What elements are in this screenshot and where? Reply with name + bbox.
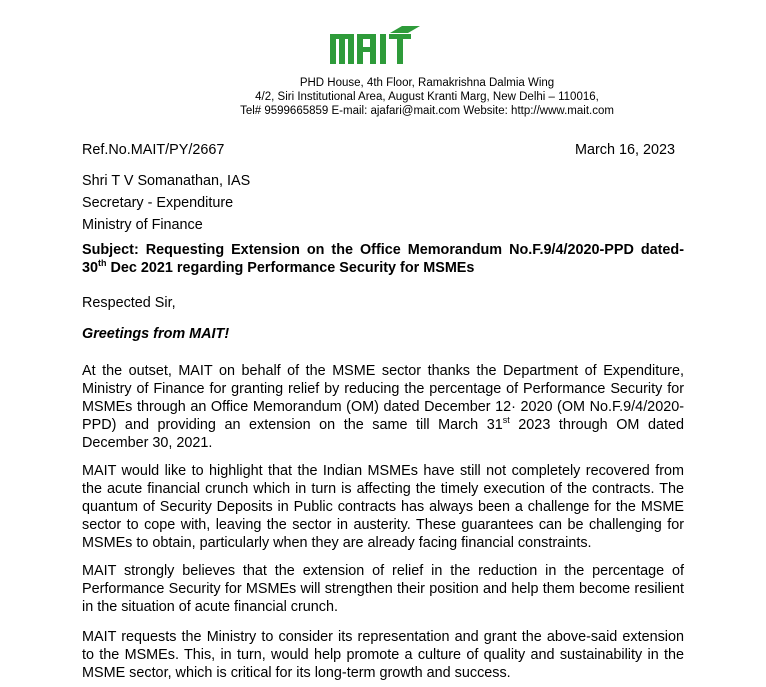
paragraph-1: At the outset, MAIT on behalf of the MSME sector thanks the Department of Expenditure, Ministry of Finance for granting relief by reducing the percentage of Performance Security for MSMEs through an Office Memorandum (OM) dated December 12· 2020 (OM No.F.9/4/2020- PPD) and providing an extension on the same till March 31st 2023 through OM dated December 30, 2021.	[82, 363, 684, 451]
paragraph-3: MAIT strongly believes that the extension of relief in the reduction in the percentage of Performance Security for MSMEs will strengthen their position and help them become resilient in the situation of acute financial crunch.	[82, 563, 684, 615]
letterhead-contact-line: Tel# 9599665859 E-mail: ajafari@mait.com Website: http://www.mait.com	[240, 105, 614, 117]
recipient-address	[82, 170, 684, 236]
reference-number: Ref.No.MAIT/PY/2667	[82, 142, 225, 158]
letterhead-address-line1: PHD House, 4th Floor, Ramakrishna Dalmia Wing	[299, 77, 555, 89]
paragraph-2: MAIT would like to highlight that the Indian MSMEs have still not completely recovered from the acute financial crunch which in turn is affecting the timely execution of the contracts. The quantum of Security Deposits in Public contracts has always been a challenge for the MSME sector to cope with, leaving the sector in austerity. These guarantees can be challenging for MSMEs to obtain, particularly when they are already facing financial constraints.	[82, 463, 684, 551]
mait-logo	[330, 26, 420, 64]
greeting: Greetings from MAIT!	[82, 326, 230, 342]
letter-date: March 16, 2023	[575, 142, 675, 158]
recipient-name: Shri T V Somanathan, IAS	[82, 173, 251, 189]
recipient-ministry: Ministry of Finance	[82, 217, 203, 233]
letterhead-address-line2: 4/2, Siri Institutional Area, August Kranti Marg, New Delhi – 110016,	[255, 91, 599, 103]
subject-line	[82, 241, 684, 277]
salutation: Respected Sir,	[82, 295, 176, 311]
recipient-title: Secretary - Expenditure	[82, 195, 234, 211]
subject-line-2: 30th Dec 2021 regarding Performance Security for MSMEs	[82, 258, 475, 276]
paragraph-4: MAIT requests the Ministry to consider its representation and grant the above-said extension to the MSMEs. This, in turn, would help promote a culture of quality and sustainability in the MSME sector, which is critical for its long-term growth and success.	[82, 629, 684, 681]
subject-line-1: Subject: Requesting Extension on the Office Memorandum No.F.9/4/2020-PPD dated-	[82, 242, 684, 258]
